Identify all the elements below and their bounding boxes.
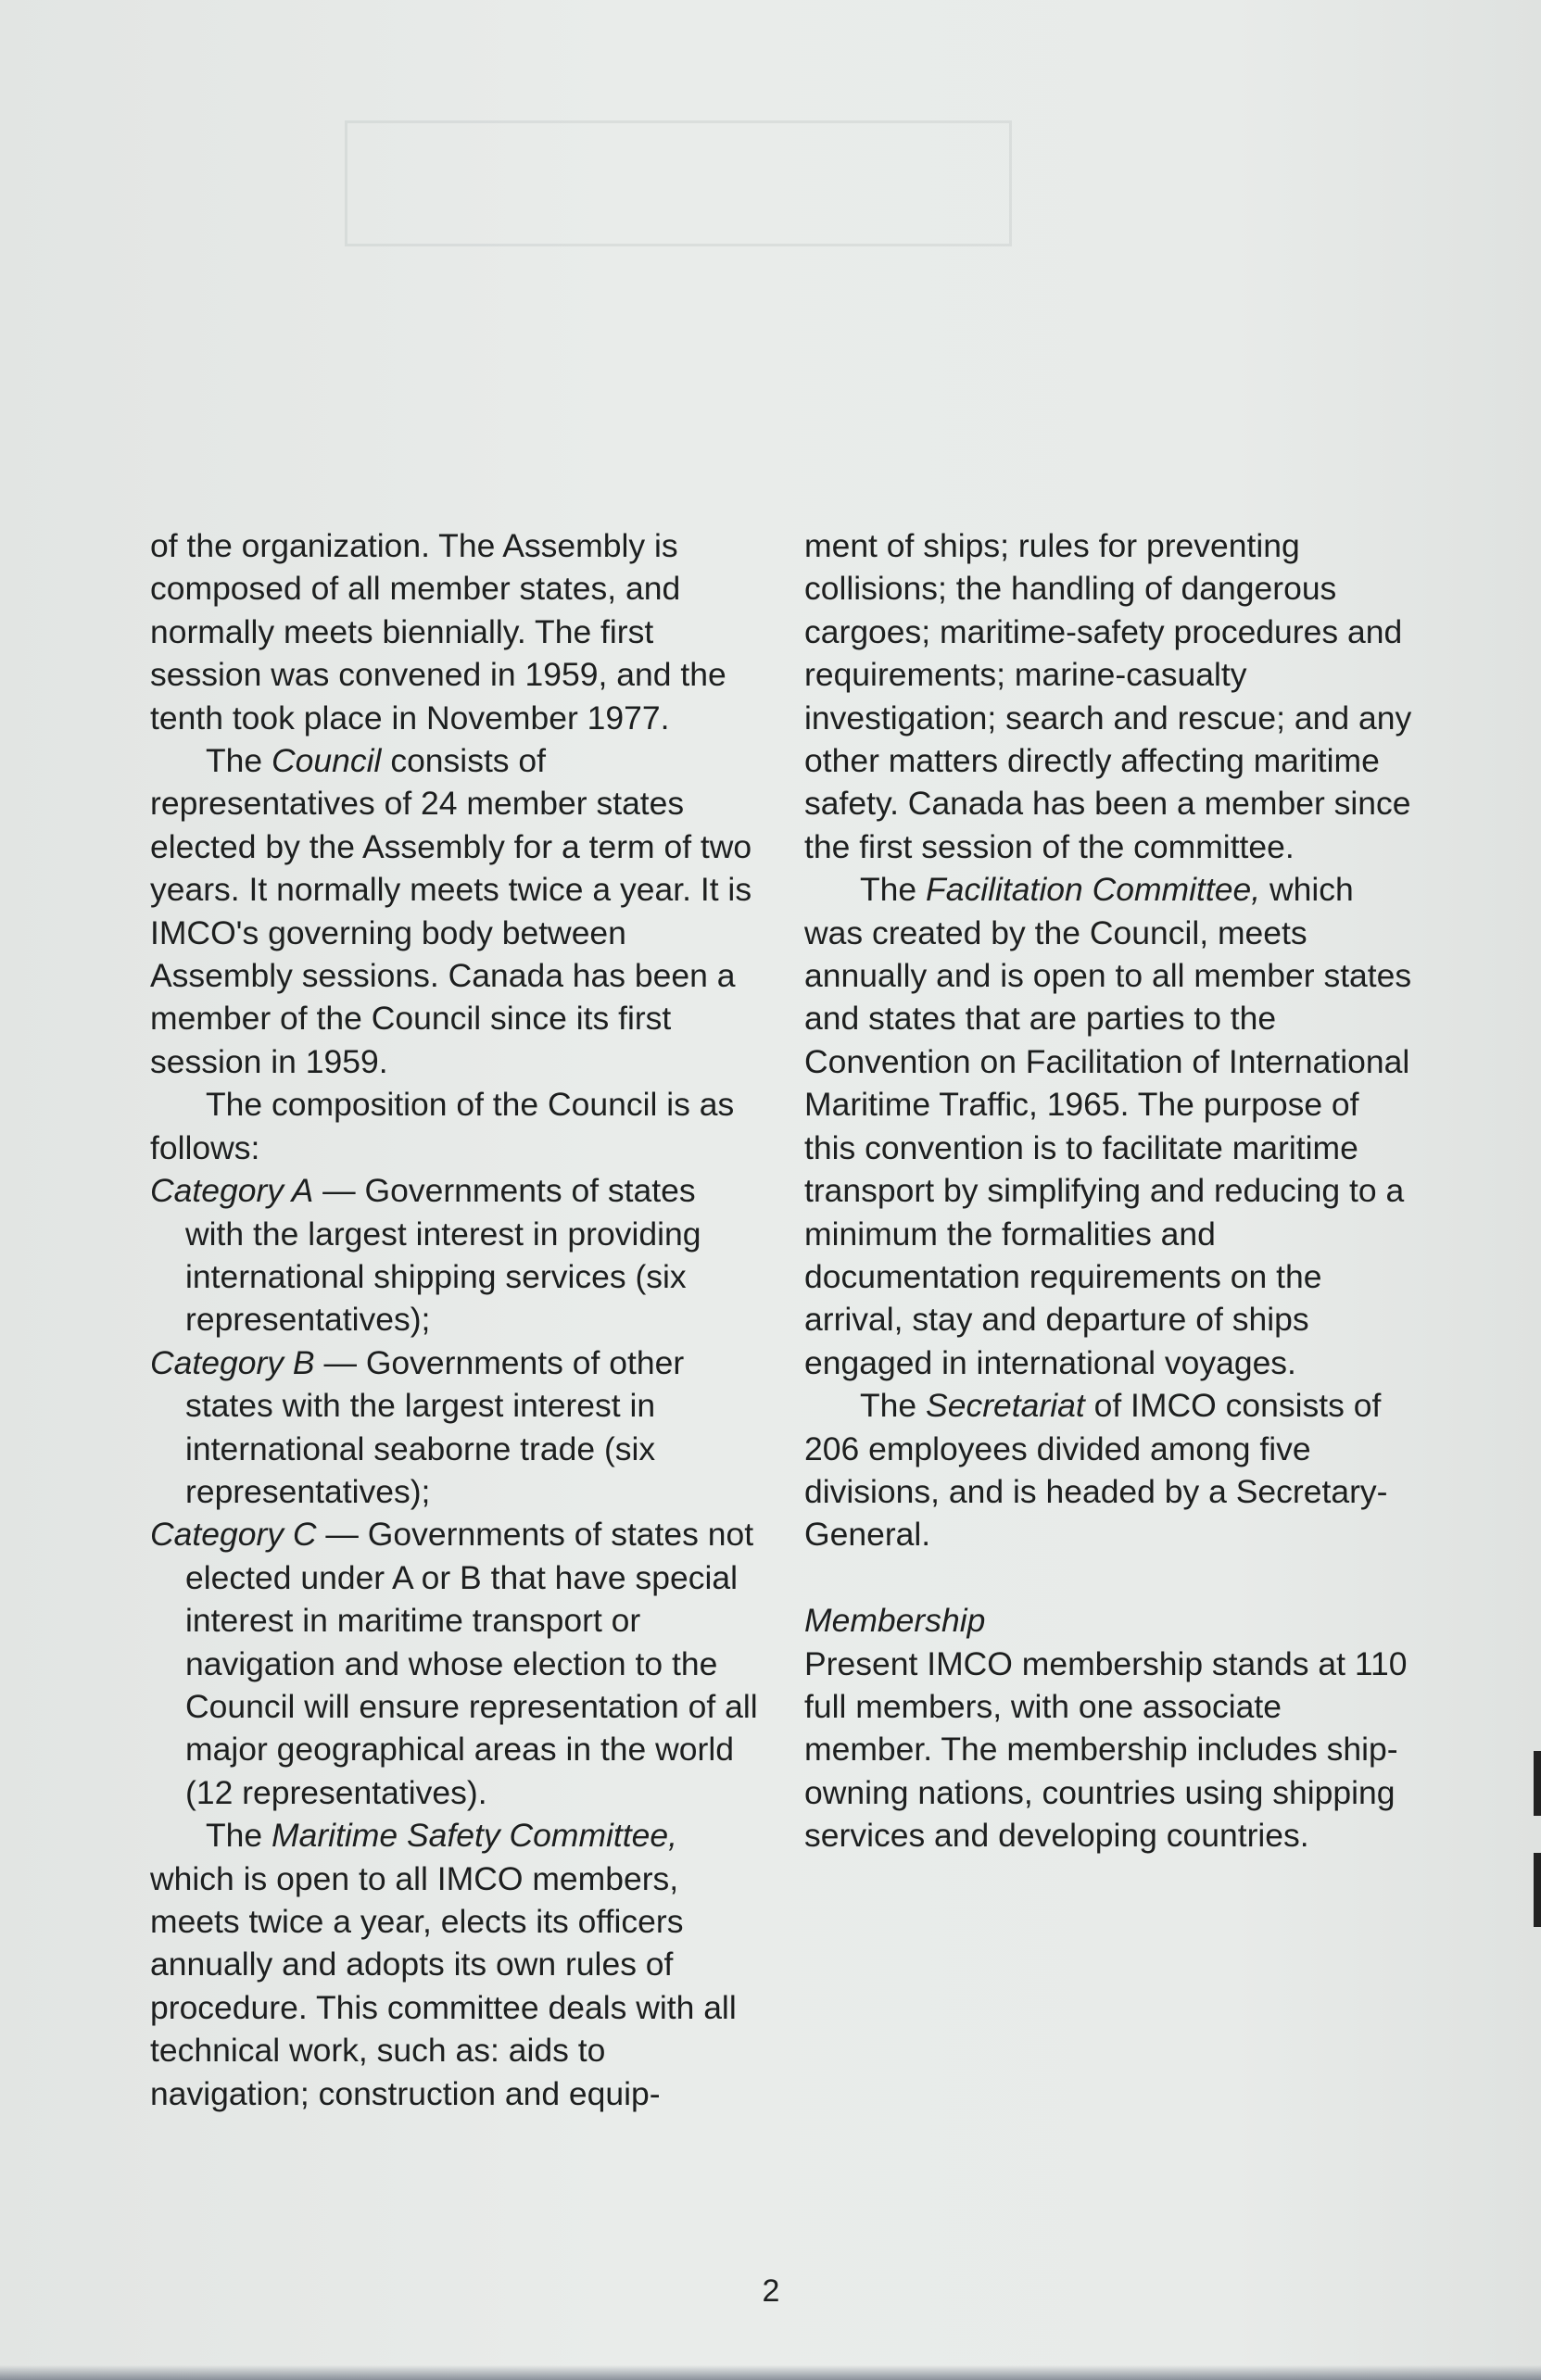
text: The: [206, 1817, 272, 1855]
term-msc: Maritime Safety Committee,: [272, 1817, 677, 1855]
category-a: [150, 1169, 762, 1341]
text: — Governments of states not elected under A or B that have special interest in maritime transport or navigation and whose election to the Council will ensure representation of all major geographical areas in the world (12 representatives).: [185, 1516, 758, 1811]
right-column: [804, 524, 1416, 1857]
paragraph-council: [150, 739, 762, 1083]
binding-edge-mark: [1534, 1853, 1541, 1927]
term-secretariat: Secretariat: [926, 1387, 1085, 1425]
text: which is open to all IMCO members, meets twice a year, elects its officers annually and adopts its own rules of procedure. This committee deals with all technical work, such as: aids to navigation; construction and equip-: [150, 1859, 737, 2112]
term-category-a: Category A: [150, 1172, 314, 1210]
paragraph-msc-continued: ment of ships; rules for preventing collisions; the handling of dangerous cargoes; maritime-safety procedures and requirements; marine-casualty investigation; search and rescue; and any other matters directly affecting maritime safety. Canada has been a member since the first session of the committee.: [804, 527, 1412, 865]
paragraph-maritime-safety: [150, 1814, 762, 2115]
text: consists of representatives of 24 member states elected by the Assembly for a term of two years. It normally meets twice a year. It is IMCO's governing body between Assembly sessions. Canada has been a member of the Council since its first session in 1959.: [150, 742, 752, 1080]
term-category-b: Category B: [150, 1343, 315, 1381]
binding-edge-mark: [1534, 1751, 1541, 1816]
term-facilitation: Facilitation Committee,: [926, 871, 1261, 909]
paragraph-assembly: of the organization. The Assembly is composed of all member states, and normally meets biennially. The first session was convened in 1959, and the tenth took place in November 1977.: [150, 527, 726, 737]
paragraph-composition: The composition of the Council is as follows:: [150, 1086, 735, 1166]
text: — Governments of other states with the largest interest in international seaborne trade (six representatives);: [185, 1343, 685, 1510]
term-category-c: Category C: [150, 1516, 317, 1554]
category-b: [150, 1341, 762, 1514]
text: — Governments of states with the largest interest in providing international shipping services (six representatives);: [185, 1172, 701, 1339]
page-number: 2: [762, 2273, 780, 2309]
text: The: [860, 1387, 927, 1425]
text: which was created by the Council, meets annually and is open to all member states and states that are parties to the Convention on Facilitation of International Maritime Traffic, 1965. The purpose of this convention is to facilitate maritime transport by simplifying and reducing to a minimum the formalities and documentation requirements on the arrival, stay and departure of ships engaged in international voyages.: [804, 871, 1412, 1381]
text: The: [860, 871, 927, 909]
category-c: [150, 1513, 762, 1814]
paragraph-secretariat: [804, 1384, 1416, 1556]
paragraph-facilitation: [804, 868, 1416, 1384]
term-council: Council: [272, 742, 382, 780]
membership-heading: Membership: [804, 1602, 986, 1640]
text: The: [206, 742, 272, 780]
text: of IMCO consists of 206 employees divided among five divisions, and is headed by a Secretary-General.: [804, 1387, 1388, 1554]
scan-edge: [0, 2365, 1541, 2380]
faded-stamp: [345, 120, 1012, 246]
left-column: [150, 524, 762, 2115]
paragraph-membership: Present IMCO membership stands at 110 full members, with one associate member. The membership includes ship-owning nations, countries using shipping services and developing countries.: [804, 1644, 1408, 1855]
